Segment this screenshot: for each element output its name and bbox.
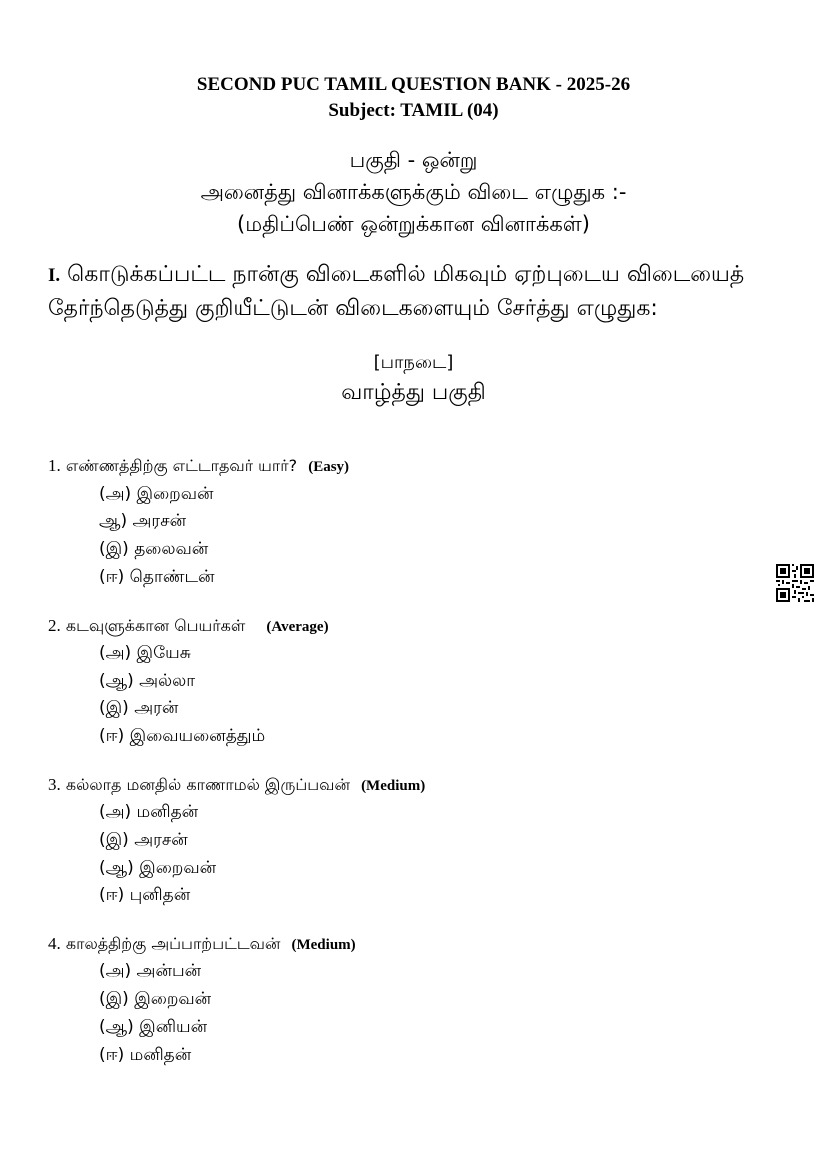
option-item: (அ) இயேசு <box>99 643 191 663</box>
option-item: (ஆ) இனியன் <box>99 1017 208 1037</box>
question-text: கடவுளுக்கான பெயர்கள் <box>65 616 246 635</box>
option-item: (ஈ) மனிதன் <box>99 1045 192 1065</box>
direction-text: கொடுக்கப்பட்ட நான்கு விடைகளில் மிகவும் ஏற்புடைய விடையைத் தேர்ந்தெடுத்து குறியீட்டுடன் விடைகளையும் சேர்த்து எழுதுக: <box>48 262 745 321</box>
option-item: (ஆ) அல்லா <box>99 671 196 691</box>
option-item: (ஈ) புனிதன் <box>99 885 191 905</box>
question-number: 1. <box>48 456 61 475</box>
question-number: 4. <box>48 934 61 953</box>
question-4 <box>48 934 356 955</box>
option-item: (இ) தலைவன் <box>99 539 209 559</box>
subject-line: Subject: TAMIL (04) <box>328 100 499 121</box>
option-item: (ஈ) தொண்டன் <box>99 567 215 587</box>
question-3 <box>48 775 425 796</box>
question-text: எண்ணத்திற்கு எட்டாதவர் யார்? <box>65 456 298 475</box>
document-title: SECOND PUC TAMIL QUESTION BANK - 2025-26 <box>196 74 631 95</box>
direction-paragraph <box>48 258 788 325</box>
option-item: (இ) அரன் <box>99 698 179 718</box>
option-item: (இ) அரசன் <box>99 830 188 850</box>
question-number: 2. <box>48 616 61 635</box>
direction-number: I. <box>48 265 61 286</box>
question-number: 3. <box>48 775 61 794</box>
option-item: (அ) இறைவன் <box>99 484 214 504</box>
qr-code-icon <box>776 564 814 602</box>
difficulty-level: (Easy) <box>308 459 350 475</box>
option-item: ஆ) அரசன் <box>99 511 187 531</box>
difficulty-level: (Medium) <box>361 778 426 794</box>
question-text: கல்லாத மனதில் காணாமல் இருப்பவன் <box>65 775 350 794</box>
question-1 <box>48 456 349 477</box>
option-item: (அ) மனிதன் <box>99 802 199 822</box>
question-text: காலத்திற்கு அப்பாற்பட்டவன் <box>65 934 281 953</box>
chapter-name: வாழ்த்து பகுதி <box>341 380 486 405</box>
difficulty-level: (Medium) <box>291 937 356 953</box>
option-item: (ஈ) இவையனைத்தும் <box>99 726 266 746</box>
section-instruction: அனைத்து வினாக்களுக்கும் விடை எழுதுக :- <box>200 180 627 204</box>
chapter-genre: [பாநடை] <box>373 352 454 373</box>
difficulty-level: (Average) <box>266 619 329 635</box>
question-2 <box>48 616 329 637</box>
marks-note: (மதிப்பெண் ஒன்றுக்கான வினாக்கள்) <box>237 212 590 236</box>
option-item: (அ) அன்பன் <box>99 961 202 981</box>
option-item: (இ) இறைவன் <box>99 989 212 1009</box>
part-heading: பகுதி - ஒன்று <box>349 148 478 172</box>
option-item: (ஆ) இறைவன் <box>99 858 217 878</box>
